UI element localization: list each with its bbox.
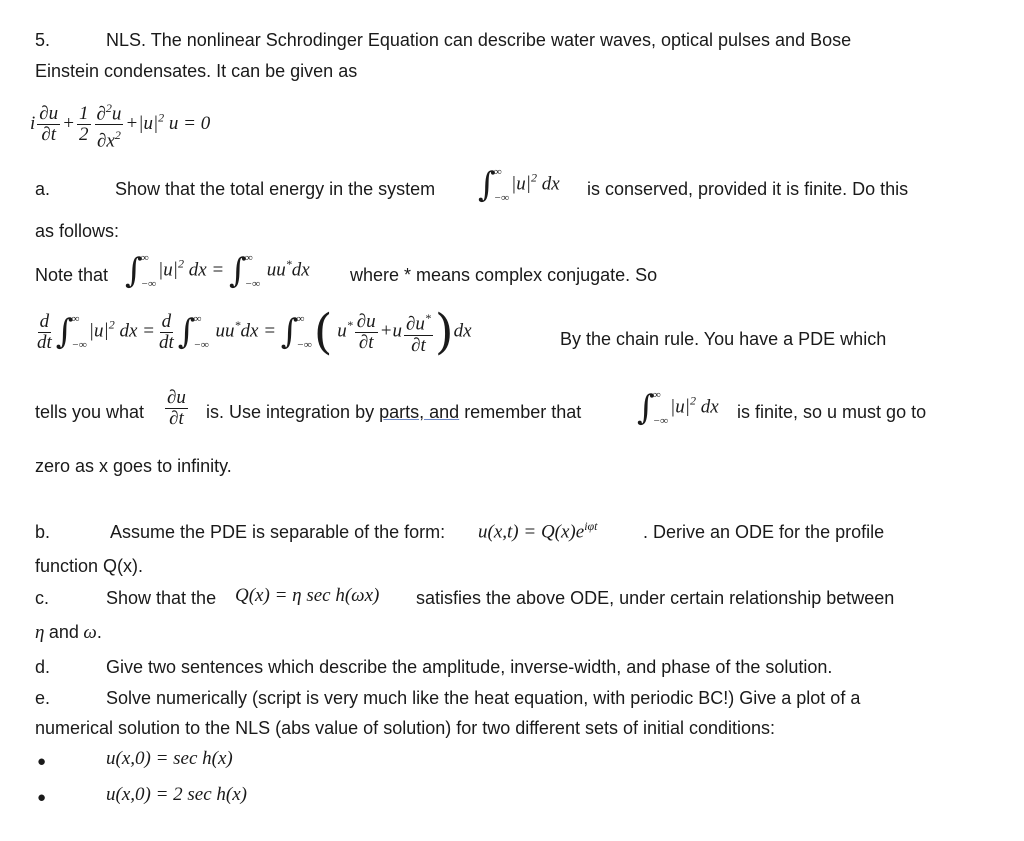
part-c-text2: satisfies the above ODE, under certain relationship between [416,588,895,608]
conjugate-identity: ∫ ∞ −∞ $|u|^2$ dx = ∫ ∞ −∞ uu*dx [125,251,310,291]
zero-infinity-text: zero as x goes to infinity. [35,456,232,476]
is-use-text: is. Use integration by [206,402,375,422]
where-text: where * means complex conjugate. So [350,265,658,285]
chain-rule-text: By the chain rule. You have a PDE which [560,329,887,349]
part-c-text1: Show that the [106,588,217,608]
note-that-text: Note that [35,265,109,285]
part-c-label: c. [35,588,50,608]
part-b-text1: Assume the PDE is separable of the form: [110,522,446,542]
bullet-1: ● [37,753,47,770]
part-b-text3: function Q(x). [35,556,144,576]
part-b-label: b. [35,522,51,542]
separable-form-equation: $u(x,t) = Q(x)e^{i\varphi t}$ [478,519,598,543]
part-a-text3: as follows: [35,221,120,241]
sech-profile-equation: Q(x) = η sec h(ωx) [235,585,380,606]
nls-equation: i $\frac{\partial u}{\partial t}$ + $\frac{1}{2}$ $\frac{\partial^2u}{\partial x^2}$ $+|u|^2$ u = 0 [30,98,210,152]
parts-and-text: parts, and [379,402,460,422]
part-d-text: Give two sentences which describe the amplitude, inverse-width, and phase of the solution. [106,657,833,677]
part-a-label: a. [35,179,51,199]
remember-text: remember that [464,402,582,422]
finite-text: is finite, so u must go to [737,402,927,422]
bullet-2: ● [37,789,47,806]
energy-integral: ∫ ∞ −∞ $|u|^2$ dx [478,165,560,205]
tells-you-what-text: tells you what [35,402,145,422]
question-number: 5. [35,30,51,50]
initial-condition-2: u(x,0) = 2 sec h(x) [106,784,248,805]
part-e-label: e. [35,688,51,708]
eta-omega-line: η and ω. [35,622,102,643]
part-b-text2: . Derive an ODE for the profile [643,522,885,542]
omega-symbol: ω [83,622,97,643]
chain-rule-equation: $\frac{d}{dt}$ ∫ ∞ −∞ $|u|^2$ dx = $\frac{d}{dt}$ ∫ ∞ −∞ uu*dx = ∫ ∞ −∞ ( u* $\frac{\partial u}{\partial t}$ +u $\frac{\partial u^*}{\partial t}$ )dx [37,304,472,360]
part-e-text1: Solve numerically (script is very much like the heat equation, with periodic BC!) Give a plot of a [106,688,861,708]
finite-integral: ∫ ∞ −∞ $|u|^2$ dx [637,388,719,428]
eta-symbol: η [35,622,45,643]
initial-condition-1: u(x,0) = sec h(x) [106,748,233,769]
du-dt-fraction: $\frac{\partial u}{\partial t}$ [167,387,186,429]
part-d-label: d. [35,657,51,677]
question-intro-line1: NLS. The nonlinear Schrodinger Equation can describe water waves, optical pulses and Bose [106,30,852,50]
question-intro-line2: Einstein condensates. It can be given as [35,61,358,81]
part-e-text2: numerical solution to the NLS (abs value of solution) for two different sets of initial conditions: [35,718,776,738]
part-a-text2: is conserved, provided it is finite. Do this [587,179,909,199]
and-text: and [48,622,79,642]
part-a-text1: Show that the total energy in the system [115,179,436,199]
integration-by-parts-text [206,402,581,423]
